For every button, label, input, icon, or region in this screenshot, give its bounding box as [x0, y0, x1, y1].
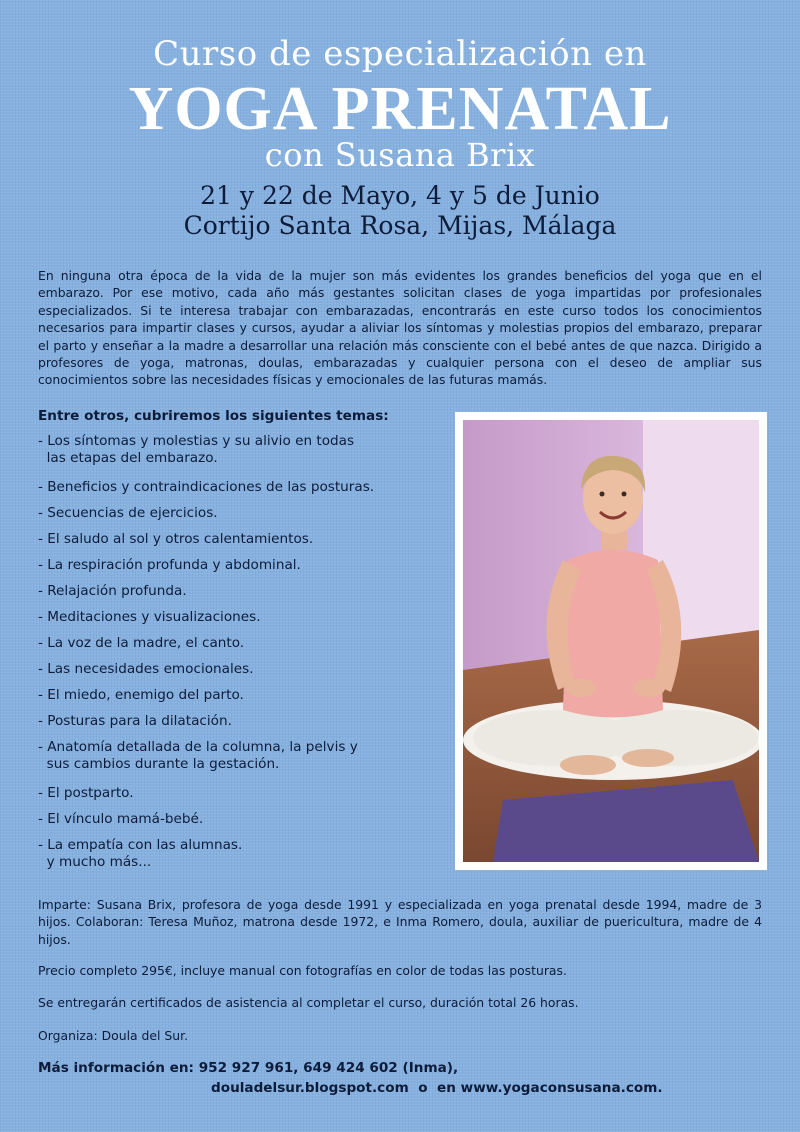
- list-item: - Secuencias de ejercicios.: [38, 505, 218, 521]
- instructor-photo: [463, 420, 759, 862]
- list-item: - Relajación profunda.: [38, 583, 187, 599]
- photo-frame: [455, 412, 767, 870]
- list-item: - La voz de la madre, el canto.: [38, 635, 245, 651]
- list-item: sus cambios durante la gestación.: [38, 756, 280, 772]
- intro-paragraph: En ninguna otra época de la vida de la mujer son más evidentes los grandes beneficios del yoga que en el embarazo. Por ese motivo, cada año más gestantes solicitan clases de yoga impartidas por profesionales especializados. Si te interesa trabajar con embarazadas, encontrarás en este curso todos los conocimientos necesarios para impartir clases y cursos, ayudar a aliviar los síntomas y molestias propios del embarazo, preparar el parto y enseñar a la madre a desarrollar una relación más consciente con el bebé antes de que nazca. Dirigido a profesores de yoga, matronas, doulas, embarazadas y cualquier persona con el deseo de ampliar sus conocimientos sobre las necesidades físicas y emocionales de las futuras mamás.: [38, 268, 762, 388]
- price-info: Precio completo 295€, incluye manual con fotografías en color de todas las posturas.: [38, 963, 567, 978]
- list-item: las etapas del embarazo.: [38, 450, 218, 466]
- organizer-info: Organiza: Doula del Sur.: [38, 1028, 189, 1043]
- list-item: - Anatomía detallada de la columna, la pelvis y: [38, 739, 358, 755]
- list-item: - Las necesidades emocionales.: [38, 661, 254, 677]
- list-item: y mucho más...: [38, 854, 152, 870]
- instructor-info: Imparte: Susana Brix, profesora de yoga desde 1991 y especializada en yoga prenatal desde 1994, madre de 3 hijos. Colaboran: Teresa Muñoz, matrona desde 1972, e Inma Romero, doula, auxiliar de puericultura, madre de 4 hijos.: [38, 897, 762, 947]
- list-item: - Meditaciones y visualizaciones.: [38, 609, 261, 625]
- course-dates: 21 y 22 de Mayo, 4 y 5 de Junio: [200, 181, 600, 210]
- contact-websites: douladelsur.blogspot.com o en www.yogaconsusana.com.: [211, 1080, 663, 1096]
- list-item: - El saludo al sol y otros calentamientos.: [38, 531, 314, 547]
- list-item: - El miedo, enemigo del parto.: [38, 687, 244, 703]
- list-item: - Posturas para la dilatación.: [38, 713, 232, 729]
- list-item: - La respiración profunda y abdominal.: [38, 557, 301, 573]
- page-title: YOGA PRENATAL: [128, 75, 672, 143]
- list-item: - El vínculo mamá-bebé.: [38, 811, 204, 827]
- list-item: - Los síntomas y molestias y su alivio en todas: [38, 433, 355, 449]
- list-item: - El postparto.: [38, 785, 134, 801]
- topics-heading: Entre otros, cubriremos los siguientes temas:: [38, 408, 389, 424]
- list-item: - Beneficios y contraindicaciones de las posturas.: [38, 479, 375, 495]
- subtitle-top: Curso de especialización en: [153, 34, 647, 74]
- contact-info: Más información en: 952 927 961, 649 424 602 (Inma),: [38, 1060, 459, 1076]
- course-location: Cortijo Santa Rosa, Mijas, Málaga: [183, 211, 617, 240]
- certificate-info: Se entregarán certificados de asistencia al completar el curso, duración total 26 horas.: [38, 995, 579, 1010]
- list-item: - La empatía con las alumnas.: [38, 837, 243, 853]
- subtitle-instructor: con Susana Brix: [264, 136, 536, 174]
